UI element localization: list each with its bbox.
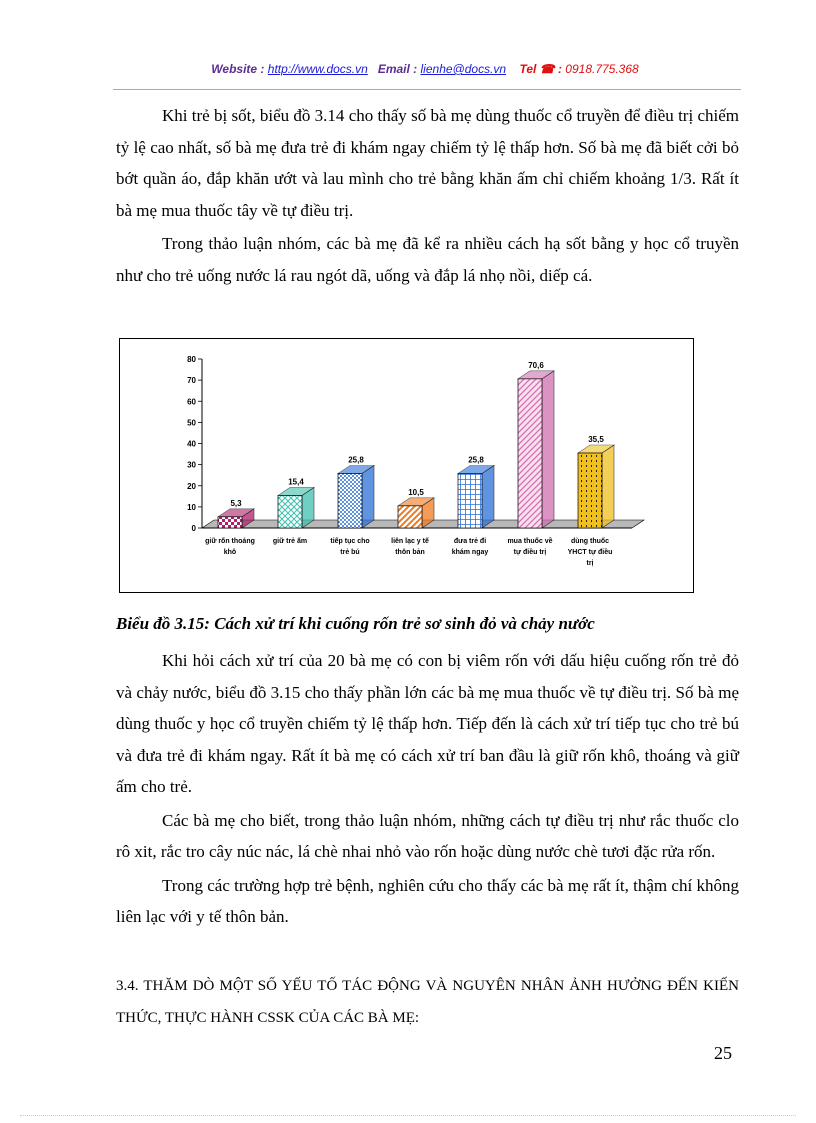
bar-side xyxy=(542,371,554,528)
bar-chart xyxy=(119,338,694,593)
y-tick-label: 70 xyxy=(187,376,196,386)
header-rule xyxy=(113,89,741,90)
data-label: 5,3 xyxy=(230,498,242,508)
bottom-text xyxy=(116,645,739,935)
x-tick-label: dùng thuốc YHCT tự điều trị xyxy=(567,538,613,567)
y-tick-label: 40 xyxy=(187,439,196,449)
bar xyxy=(518,379,542,528)
paragraph: Trong thảo luận nhóm, các bà mẹ đã kể ra nhiều cách hạ sốt bằng y học cổ truyền như cho trẻ uống nước lá rau ngót dã, uống và đắp lá nhọ nồi, diếp cá. xyxy=(116,234,739,285)
y-tick-label: 80 xyxy=(187,355,196,364)
top-text xyxy=(116,100,739,293)
y-tick-label: 10 xyxy=(187,502,196,512)
chart-svg xyxy=(120,339,693,592)
section-heading: 3.4. THĂM DÒ MỘT SỐ YẾU TỐ TÁC ĐỘNG VÀ NGUYÊN NHÂN ẢNH HƯỞNG ĐẾN KIẾN THỨC, THỰC HÀNH CSSK CỦA CÁC BÀ MẸ: xyxy=(116,978,739,1026)
y-tick-label: 50 xyxy=(187,418,196,428)
page-number: 25 xyxy=(714,1043,732,1063)
data-label: 15,4 xyxy=(288,477,304,487)
paragraph: Các bà mẹ cho biết, trong thảo luận nhóm, những cách tự điều trị như rắc thuốc clo rô xit, rắc tro cây núc nác, lá chè nhai nhỏ vào rốn hoặc dùng nước chè tươi đặc rửa rốn. xyxy=(116,810,739,861)
x-tick-label: giữ trẻ ấm xyxy=(272,538,308,545)
x-tick-label: giữ rốn thoáng khô xyxy=(205,538,255,556)
data-label: 25,8 xyxy=(348,455,364,465)
email-label: Email xyxy=(377,62,410,76)
y-tick-label: 0 xyxy=(191,524,196,533)
tel-label: Tel ☎ xyxy=(519,62,555,76)
website-label: Website xyxy=(211,62,258,76)
paragraph: Trong các trường hợp trẻ bệnh, nghiên cứu cho thấy các bà mẹ rất ít, thậm chí không liên lạc với y tế thôn bản. xyxy=(116,875,739,926)
data-label: 35,5 xyxy=(588,435,604,445)
bar xyxy=(338,473,362,528)
data-label: 70,6 xyxy=(528,360,544,370)
bar-side xyxy=(482,465,494,528)
x-tick-label: đưa trẻ đi khám ngay xyxy=(451,538,489,556)
bar xyxy=(578,453,602,528)
paragraph: Khi trẻ bị sốt, biểu đồ 3.14 cho thấy số bà mẹ dùng thuốc cổ truyền để điều trị chiếm tỷ lệ cao nhất, số bà mẹ đưa trẻ đi khám ngay chiếm tỷ lệ thấp hơn. Số bà mẹ đã biết cởi bỏ bớt quần áo, đắp khăn ướt và lau mình cho trẻ bằng khăn ấm chỉ chiếm khoảng 1/3. Rất ít bà mẹ mua thuốc tây về tự điều trị. xyxy=(116,106,739,220)
bar xyxy=(398,506,422,528)
x-tick-label: tiếp tục cho trẻ bú xyxy=(330,538,370,556)
data-label: 25,8 xyxy=(468,455,484,465)
paragraph: Khi hỏi cách xử trí của 20 bà mẹ có con bị viêm rốn với dấu hiệu cuống rốn trẻ đỏ và chảy nước, biểu đồ 3.15 cho thấy phần lớn các bà mẹ mua thuốc về tự điều trị. Số bà mẹ dùng thuốc y học cổ truyền chiếm tỷ lệ thấp hơn. Tiếp đến là cách xử trí tiếp tục cho trẻ bú và đưa trẻ đi khám ngay. Rất ít bà mẹ có cách xử trí ban đầu là giữ rốn khô, thoáng và giữ ấm cho trẻ. xyxy=(116,651,739,796)
email-link[interactable]: lienhe@docs.vn xyxy=(420,62,507,76)
y-tick-label: 60 xyxy=(187,397,196,407)
x-tick-label: mua thuốc về tự điều trị xyxy=(507,538,553,556)
chart-caption: Biểu đồ 3.15: Cách xử trí khi cuống rốn trẻ sơ sinh đỏ và chảy nước xyxy=(116,614,595,633)
y-tick-label: 30 xyxy=(187,460,196,470)
bar xyxy=(218,517,242,528)
bar xyxy=(458,473,482,528)
bar-side xyxy=(602,445,614,528)
bar xyxy=(278,495,302,528)
y-tick-label: 20 xyxy=(187,481,196,491)
website-link[interactable]: http://www.docs.vn xyxy=(267,62,368,76)
x-tick-label: liên lạc y tế thôn bản xyxy=(391,538,429,556)
page-header: Website : http://www.docs.vn Email : lienhe@docs.vn Tel ☎ : 0918.775.368 xyxy=(211,62,639,76)
footer-rule xyxy=(20,1115,796,1116)
tel-value: 0918.775.368 xyxy=(565,62,639,76)
data-label: 10,5 xyxy=(408,487,424,497)
bar-side xyxy=(362,465,374,528)
